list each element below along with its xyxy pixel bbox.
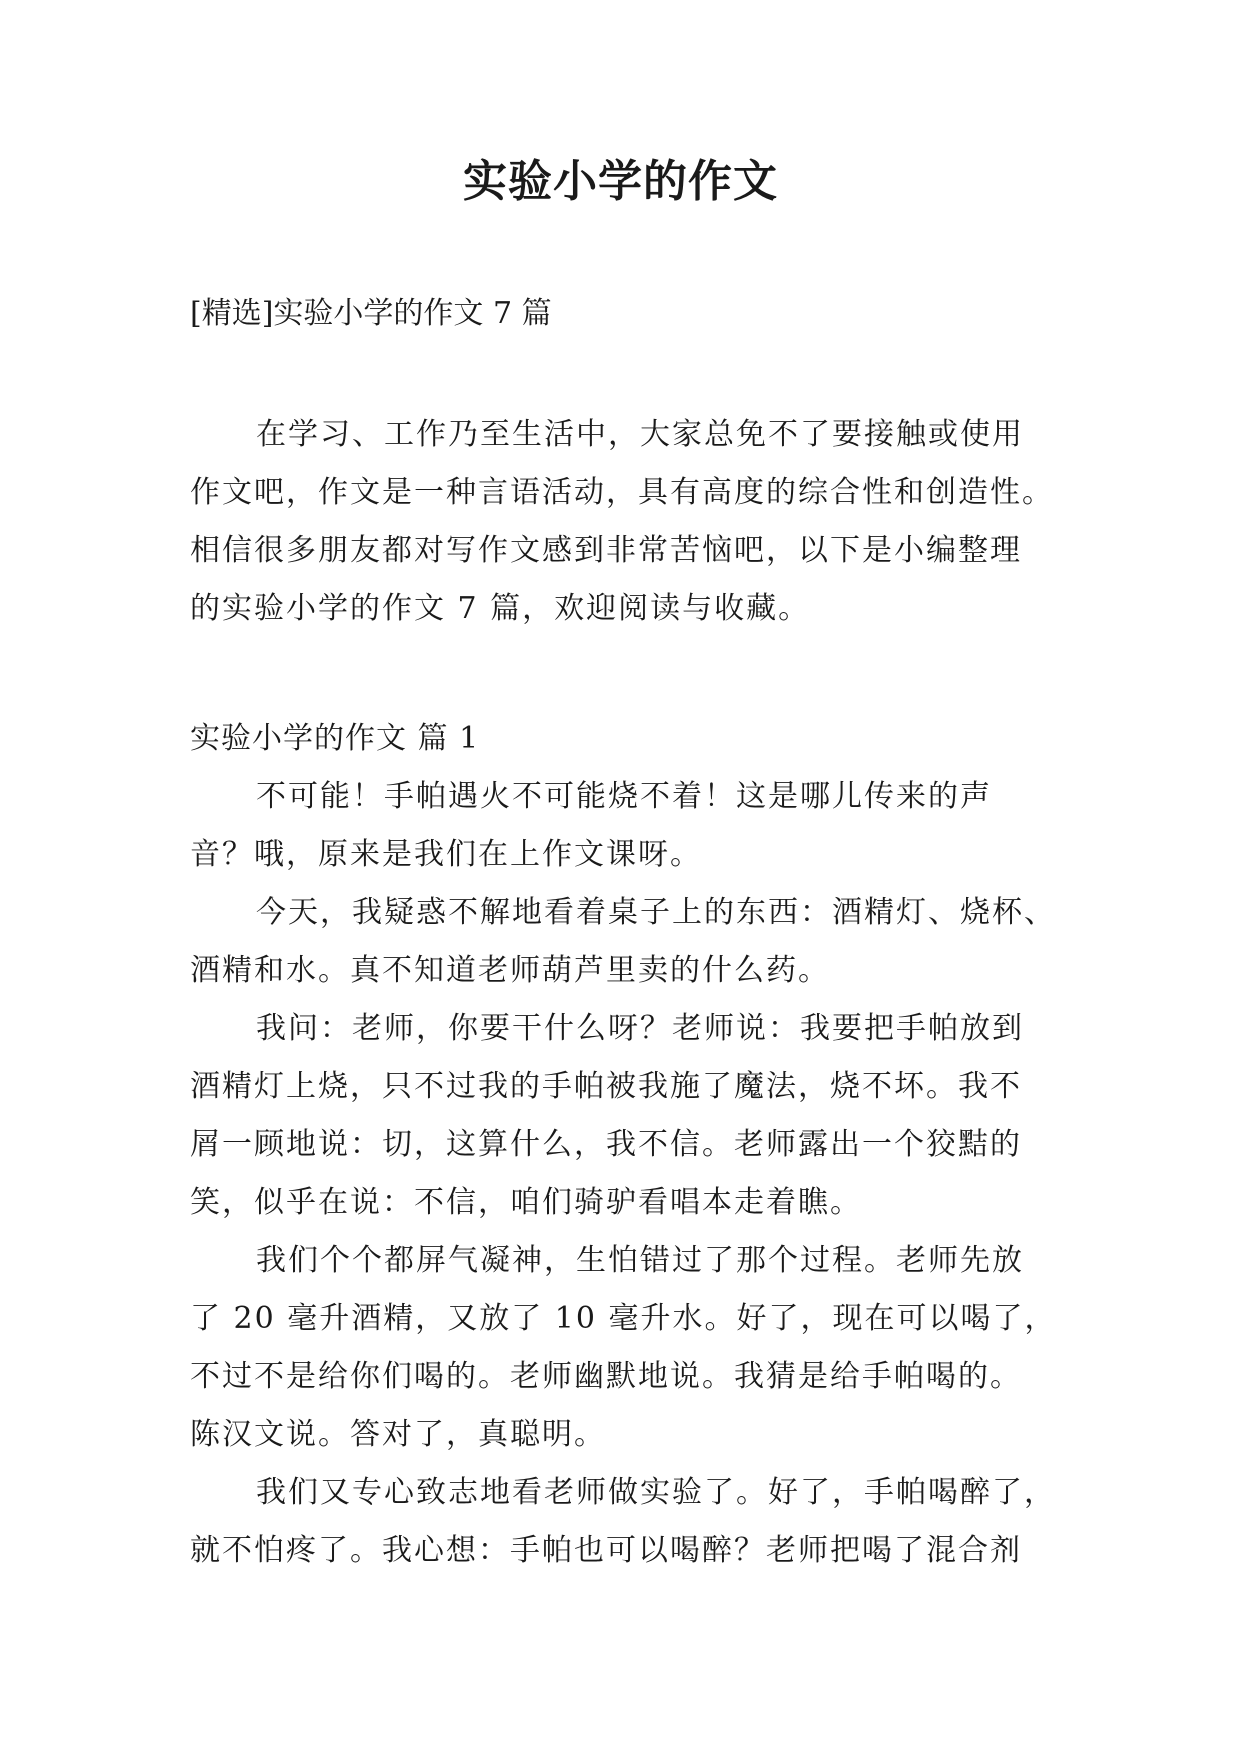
paragraph-line: 就不怕疼了。我心想：手帕也可以喝醉？老师把喝了混合剂 xyxy=(190,1533,1022,1568)
paragraph-4 xyxy=(190,1232,1070,1464)
intro-line: 的实验小学的作文 7 篇，欢迎阅读与收藏。 xyxy=(190,591,811,626)
paragraph-line: 酒精和水。真不知道老师葫芦里卖的什么药。 xyxy=(190,953,830,988)
document-subtitle: [精选]实验小学的作文 7 篇 xyxy=(190,296,552,331)
document-body xyxy=(190,406,1070,1580)
paragraph-1 xyxy=(190,768,1070,884)
paragraph-3 xyxy=(190,1000,1070,1232)
intro-line: 作文吧，作文是一种言语活动，具有高度的综合性和创造性。 xyxy=(190,475,1054,510)
paragraph-line: 我问：老师，你要干什么呀？老师说：我要把手帕放到 xyxy=(256,1011,1024,1046)
intro-line: 相信很多朋友都对写作文感到非常苦恼吧，以下是小编整理 xyxy=(190,533,1022,568)
paragraph-5 xyxy=(190,1464,1070,1580)
section-heading: 实验小学的作文 篇 1 xyxy=(190,721,480,756)
paragraph-line: 酒精灯上烧，只不过我的手帕被我施了魔法，烧不坏。我不 xyxy=(190,1069,1022,1104)
paragraph-line: 笑，似乎在说：不信，咱们骑驴看唱本走着瞧。 xyxy=(190,1185,862,1220)
paragraph-line: 陈汉文说。答对了，真聪明。 xyxy=(190,1417,606,1452)
paragraph-line: 我们又专心致志地看老师做实验了。好了，手帕喝醉了， xyxy=(256,1475,1056,1510)
intro-line: 在学习、工作乃至生活中，大家总免不了要接触或使用 xyxy=(256,417,1024,452)
paragraph-line: 我们个个都屏气凝神，生怕错过了那个过程。老师先放 xyxy=(256,1243,1024,1278)
spacer xyxy=(190,638,1070,710)
paragraph-line: 不过不是给你们喝的。老师幽默地说。我猜是给手帕喝的。 xyxy=(190,1359,1022,1394)
paragraph-2 xyxy=(190,884,1070,1000)
paragraph-line: 音？哦，原来是我们在上作文课呀。 xyxy=(190,837,702,872)
paragraph-line: 今天，我疑惑不解地看着桌子上的东西：酒精灯、烧杯、 xyxy=(256,895,1056,930)
paragraph-line: 了 20 毫升酒精，又放了 10 毫升水。好了，现在可以喝了， xyxy=(190,1301,1057,1336)
document-title: 实验小学的作文 xyxy=(463,156,778,207)
paragraph-line: 屑一顾地说：切，这算什么，我不信。老师露出一个狡黠的 xyxy=(190,1127,1022,1162)
intro-paragraph xyxy=(190,406,1070,638)
paragraph-line: 不可能！手帕遇火不可能烧不着！这是哪儿传来的声 xyxy=(256,779,992,814)
